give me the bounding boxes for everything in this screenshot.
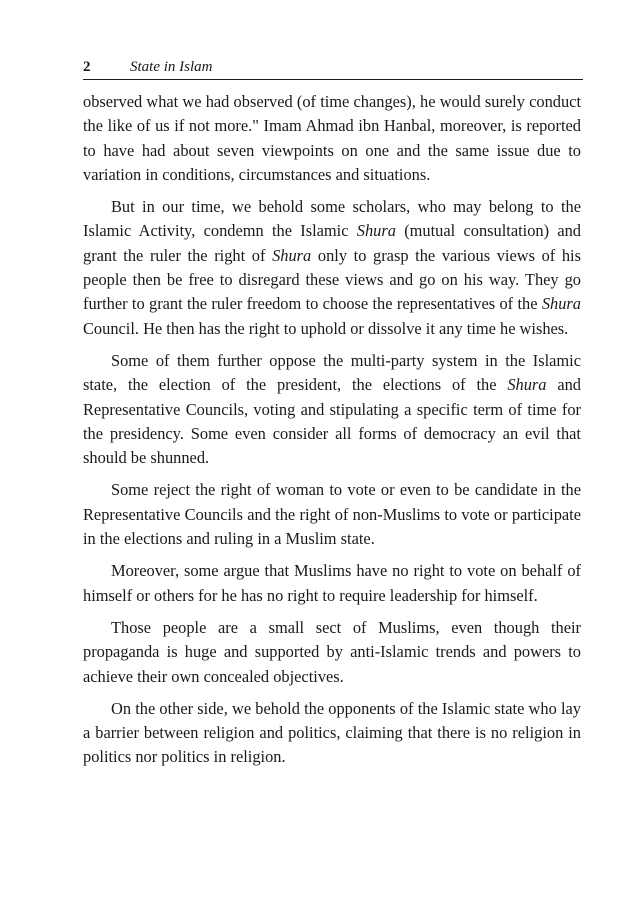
shura-term: Shura: [356, 221, 396, 241]
body-text: [83, 90, 581, 778]
page-number: 2: [83, 59, 91, 75]
paragraph-continued: observed what we had observed (of time changes), he would surely conduct the like of us if not more." Imam Ahmad ibn Hanbal, moreover, is reported to have had about seven viewpoints on one and the same issue due to variation in conditions, circumstances and situations.: [83, 92, 581, 184]
running-head: [83, 56, 583, 78]
paragraph-small-sect: Those people are a small sect of Muslims, even though their propaganda is huge and supported by anti-Islamic trends and powers to achieve their own concealed objectives.: [83, 617, 581, 686]
paragraph-no-right-vote: Moreover, some argue that Muslims have no right to vote on behalf of himself or others for he has no right to require leadership for himself.: [83, 561, 581, 605]
book-title: State in Islam: [130, 59, 213, 75]
paragraph-shura-scholars: But in our time, we behold some scholars, who may belong to the Islamic Activity, condemn the Islamic Shura (mutual consultation) and grant the ruler the right of Shura only to grasp the various views of his people then be free to disregard these views and go on his way. They go further to grant the ruler freedom to choose the representatives of the Shura Council. He then has the right to uphold or dissolve it any time he wishes.: [83, 197, 581, 338]
header-rule: [83, 79, 583, 80]
paragraph-opponents: On the other side, we behold the opponents of the Islamic state who lay a barrier between religion and politics, claiming that there is no religion in politics nor politics in religion.: [83, 698, 581, 767]
paragraph-multi-party: Some of them further oppose the multi-party system in the Islamic state, the election of the president, the elections of the Shura and Representative Councils, voting and stipulating a specific term of time for the presidency. Some even consider all forms of democracy an evil that should be shunned.: [83, 350, 581, 468]
paragraph-women-vote: Some reject the right of woman to vote or even to be candidate in the Representative Councils and the right of non-Muslims to vote or participate in the elections and ruling in a Muslim state.: [83, 480, 581, 549]
shura-term: Shura: [541, 294, 581, 314]
shura-term: Shura: [272, 245, 312, 265]
shura-term: Shura: [507, 375, 547, 395]
